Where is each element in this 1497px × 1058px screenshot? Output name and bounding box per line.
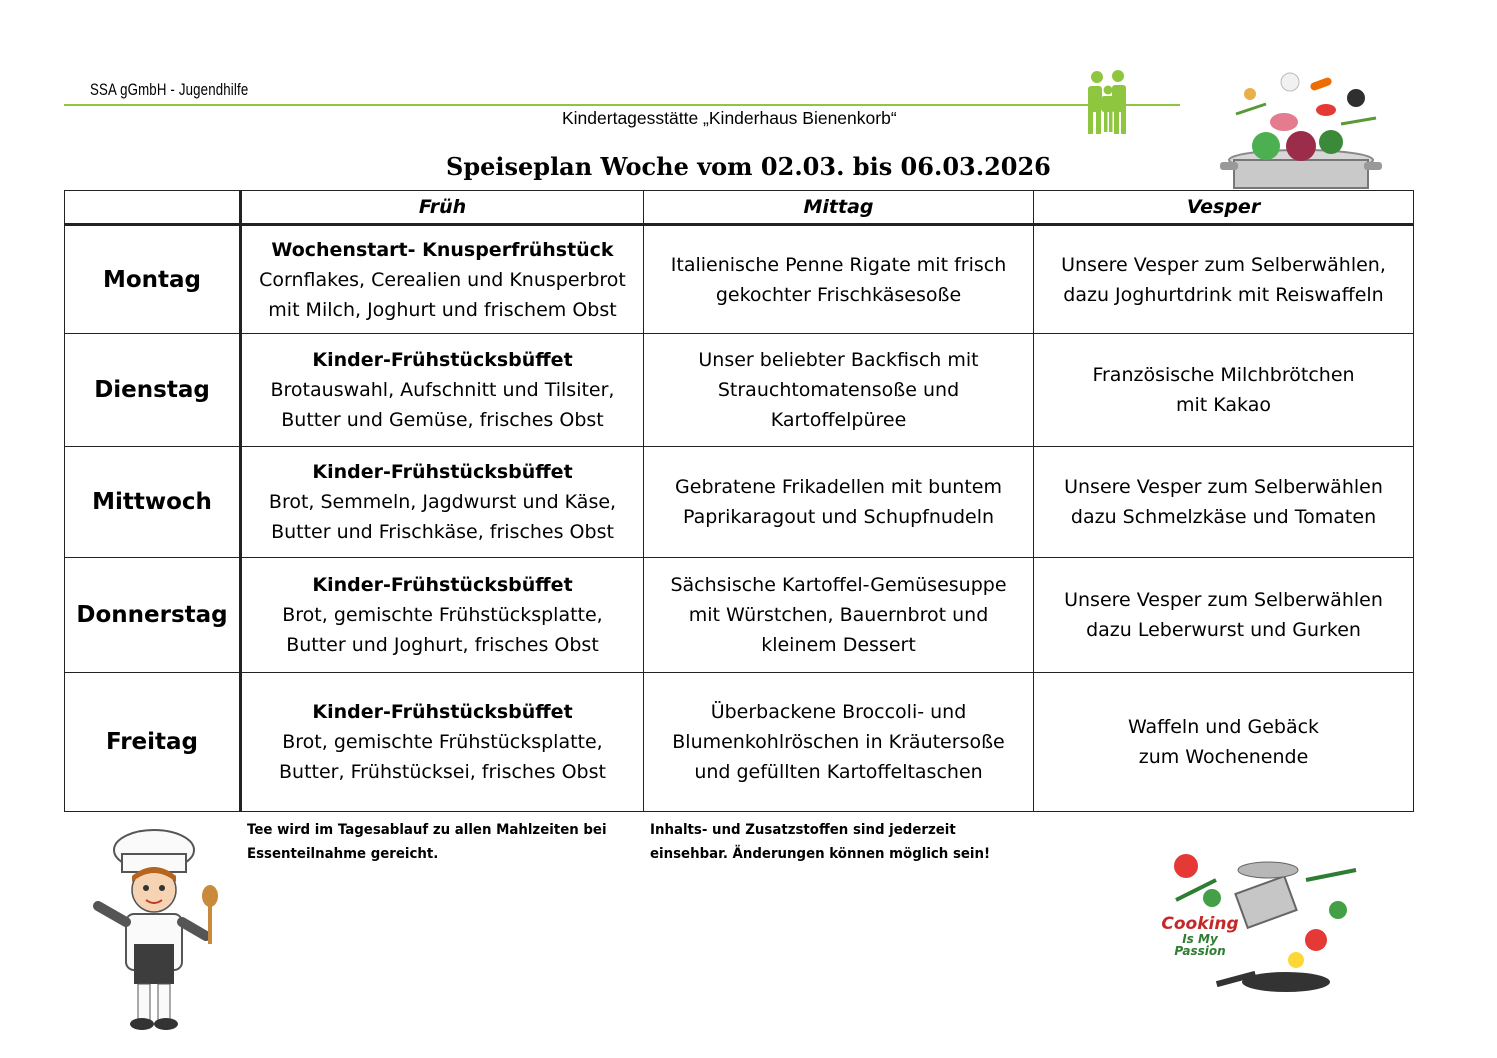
badge-line3: Passion	[1174, 944, 1226, 958]
vesper-cell: Waffeln und Gebäck zum Wochenende	[1034, 673, 1414, 812]
day-cell: Dienstag	[65, 334, 241, 447]
vesper-cell: Unsere Vesper zum Selberwählen, dazu Joghurtdrink mit Reiswaffeln	[1034, 225, 1414, 334]
fruh-text: Brot, Semmeln, Jagdwurst und Käse, Butter und Frischkäse, frisches Obst	[268, 491, 617, 543]
vesper-cell: Unsere Vesper zum Selberwählen dazu Leberwurst und Gurken	[1034, 558, 1414, 673]
fruh-title: Kinder-Frühstücksbüffet	[312, 574, 573, 596]
tea-note: Tee wird im Tagesablauf zu allen Mahlzeiten bei Essenteilnahme gereicht.	[247, 822, 607, 862]
fruh-text: Cornflakes, Cerealien und Knusperbrot mit Milch, Joghurt und frischem Obst	[259, 268, 626, 321]
mittag-cell: Italienische Penne Rigate mit frisch gekochter Frischkäsesoße	[644, 225, 1034, 334]
mittag-cell: Sächsische Kartoffel-Gemüsesuppe mit Würstchen, Bauernbrot und kleinem Dessert	[644, 558, 1034, 673]
fruh-title: Kinder-Frühstücksbüffet	[312, 461, 573, 483]
mittag-cell: Gebratene Frikadellen mit buntem Paprikaragout und Schupfnudeln	[644, 447, 1034, 558]
fruh-title: Kinder-Frühstücksbüffet	[312, 701, 573, 723]
chef-girl-icon	[82, 826, 232, 1036]
fruh-text: Brot, gemischte Frühstücksplatte, Butter, Frühstücksei, frisches Obst	[279, 731, 606, 783]
fruh-cell	[241, 673, 644, 812]
meal-plan-table	[64, 190, 1414, 812]
fruh-cell	[241, 447, 644, 558]
column-header-mittag: Mittag	[644, 191, 1034, 225]
column-header-vesper: Vesper	[1034, 191, 1414, 225]
cooking-pot-vegetables-icon	[1206, 54, 1396, 192]
badge-line1: Cooking	[1161, 914, 1239, 934]
table-row	[65, 225, 1414, 334]
fruh-cell	[241, 225, 644, 334]
day-cell: Montag	[65, 225, 241, 334]
table-row	[65, 334, 1414, 447]
cooking-badge	[1160, 916, 1240, 957]
fruh-text: Brotauswahl, Aufschnitt und Tilsiter, Butter und Gemüse, frisches Obst	[270, 379, 615, 431]
table-row	[65, 673, 1414, 812]
mittag-cell: Unser beliebter Backfisch mit Strauchtomatensoße und Kartoffelpüree	[644, 334, 1034, 447]
mittag-cell: Überbackene Broccoli- und Blumenkohlröschen in Kräutersoße und gefüllten Kartoffeltaschen	[644, 673, 1034, 812]
table-row	[65, 447, 1414, 558]
day-cell: Donnerstag	[65, 558, 241, 673]
fruh-cell	[241, 558, 644, 673]
header-divider	[64, 104, 1180, 106]
additives-note: Inhalts- und Zusatzstoffen sind jederzeit einsehbar. Änderungen können möglich sein!	[650, 822, 991, 862]
day-cell: Freitag	[65, 673, 241, 812]
fruh-text: Brot, gemischte Frühstücksplatte, Butter und Joghurt, frisches Obst	[282, 604, 603, 656]
table-header-row	[65, 191, 1414, 225]
fruh-title: Kinder-Frühstücksbüffet	[312, 349, 573, 371]
cooking-passion-illustration	[1156, 840, 1370, 1002]
day-cell: Mittwoch	[65, 447, 241, 558]
vesper-cell: Unsere Vesper zum Selberwählen dazu Schmelzkäse und Tomaten	[1034, 447, 1414, 558]
column-header-day	[65, 191, 241, 225]
badge-line2: Is My	[1182, 932, 1218, 946]
fruh-title: Wochenstart- Knusperfrühstück	[271, 238, 614, 261]
column-header-fruh: Früh	[241, 191, 644, 225]
family-logo-icon	[1084, 68, 1132, 134]
table-row	[65, 558, 1414, 673]
fruh-cell	[241, 334, 644, 447]
vesper-cell: Französische Milchbrötchen mit Kakao	[1034, 334, 1414, 447]
organization-name: SSA gGmbH - Jugendhilfe	[90, 80, 249, 99]
